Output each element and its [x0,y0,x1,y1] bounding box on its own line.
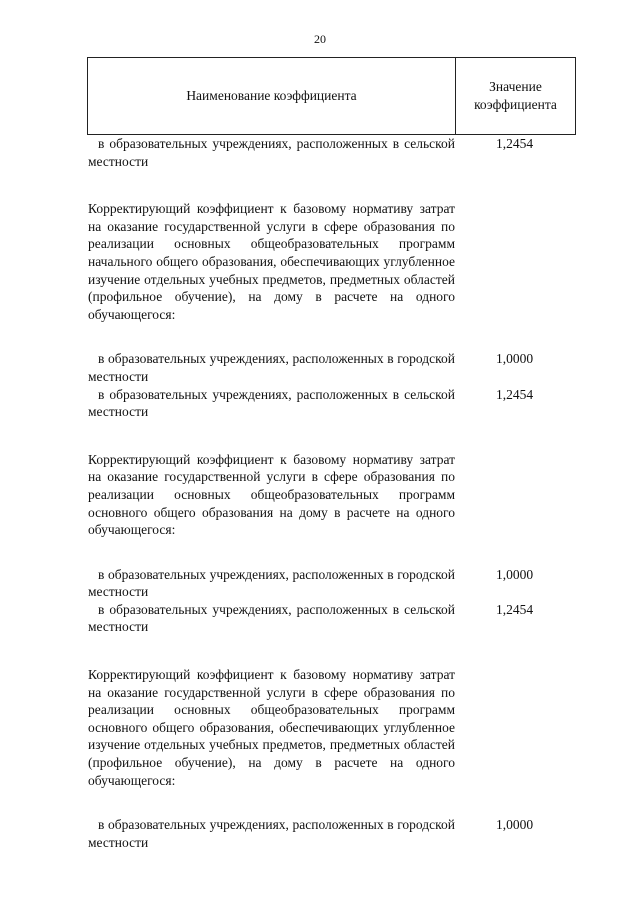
table-row [88,386,574,421]
row-value [455,666,574,789]
row-value: 1,2454 [495,136,534,151]
row-value: 1,0000 [495,566,534,582]
table-row [88,566,574,601]
table-row [88,816,574,851]
row-value: 1,0000 [495,817,534,833]
row-value: 1,0000 [495,351,534,367]
table-header [87,57,576,135]
column-header-value [456,58,575,134]
table-row [88,601,574,636]
row-value: 1,2454 [495,601,534,617]
table-row [88,135,574,170]
page-number: 20 [314,32,326,46]
table-row [88,350,574,385]
row-name: Корректирующий коэффициент к базовому нормативу затрат на оказание государственной услуги в сфере образования по реализации основных общеобразовательных программ основного общего образования, обеспечивающих углубленное изучение отдельных учебных предметов, предметных областей (профильное обучение), на дому в расчете на одного обучающегося: [88,667,455,788]
table-row [88,200,574,323]
column-header-name: Наименование коэффициента [88,58,456,134]
row-name: Корректирующий коэффициент к базовому нормативу затрат на оказание государственной услуги в сфере образования по реализации основных общеобразовательных программ основного общего образования на дому в расчете на одного обучающегося: [88,451,455,538]
row-name: Корректирующий коэффициент к базовому нормативу затрат на оказание государственной услуги в сфере образования по реализации основных общеобразовательных программ начального общего образования, обеспечивающих углубленное изучение отдельных учебных предметов, предметных областей (профильное обучение), на дому в расчете на одного обучающегося: [88,201,455,322]
row-value [455,451,574,539]
row-value: 1,2454 [495,386,534,402]
row-name: в образовательных учреждениях, расположенных в городской местности [88,566,455,600]
table-body [88,135,574,851]
row-name: в образовательных учреждениях, расположенных в городской местности [88,351,455,384]
row-name: в образовательных учреждениях, расположенных в городской местности [88,817,455,850]
row-name: в образовательных учреждениях, расположенных в сельской местности [88,601,455,635]
row-name: в образовательных учреждениях, расположенных в сельской местности [88,386,455,420]
column-header-value-line2: коэффициента [474,97,557,112]
table-row [88,666,574,789]
row-name: в образовательных учреждениях, расположенных в сельской местности [88,136,455,169]
row-value [455,200,574,323]
table-row [88,451,574,539]
column-header-value-line1: Значение [489,79,542,94]
